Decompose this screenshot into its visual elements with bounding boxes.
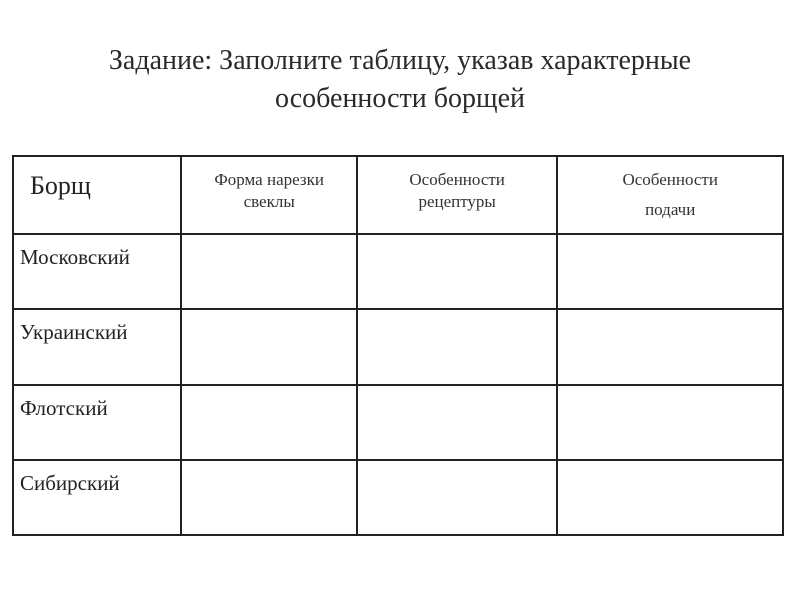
header-borscht: Борщ (13, 156, 181, 234)
cell-siberian-serving[interactable] (557, 460, 783, 535)
cell-ukrainian-beet-cut[interactable] (181, 309, 356, 384)
header-serving-line-2: подачи (645, 200, 696, 219)
row-label-ukrainian: Украинский (13, 309, 181, 384)
header-beet-cut (181, 156, 356, 234)
cell-navy-serving[interactable] (557, 385, 783, 460)
row-label-moscow: Московский (13, 234, 181, 309)
cell-moscow-serving[interactable] (557, 234, 783, 309)
header-serving-line-1: Особенности (622, 170, 718, 189)
cell-moscow-beet-cut[interactable] (181, 234, 356, 309)
header-recipe (357, 156, 558, 234)
header-serving (557, 156, 783, 234)
cell-siberian-beet-cut[interactable] (181, 460, 356, 535)
cell-ukrainian-serving[interactable] (557, 309, 783, 384)
cell-ukrainian-recipe[interactable] (357, 309, 558, 384)
table-row (13, 309, 783, 384)
table-row (13, 234, 783, 309)
table-row (13, 385, 783, 460)
row-label-siberian: Сибирский (13, 460, 181, 535)
borscht-table (12, 155, 784, 536)
row-label-navy: Флотский (13, 385, 181, 460)
cell-siberian-recipe[interactable] (357, 460, 558, 535)
title-line-2: особенности борщей (275, 83, 525, 114)
cell-navy-recipe[interactable] (357, 385, 558, 460)
page-title (0, 42, 800, 118)
table-header-row (13, 156, 783, 234)
header-recipe-line-2: рецептуры (418, 192, 496, 211)
header-recipe-line-1: Особенности (409, 170, 505, 189)
cell-moscow-recipe[interactable] (357, 234, 558, 309)
header-beet-cut-line-1: Форма нарезки (214, 170, 324, 189)
cell-navy-beet-cut[interactable] (181, 385, 356, 460)
title-line-1: Задание: Заполните таблицу, указав характерные (108, 45, 692, 76)
table-row (13, 460, 783, 535)
header-beet-cut-line-2: свеклы (243, 192, 295, 211)
